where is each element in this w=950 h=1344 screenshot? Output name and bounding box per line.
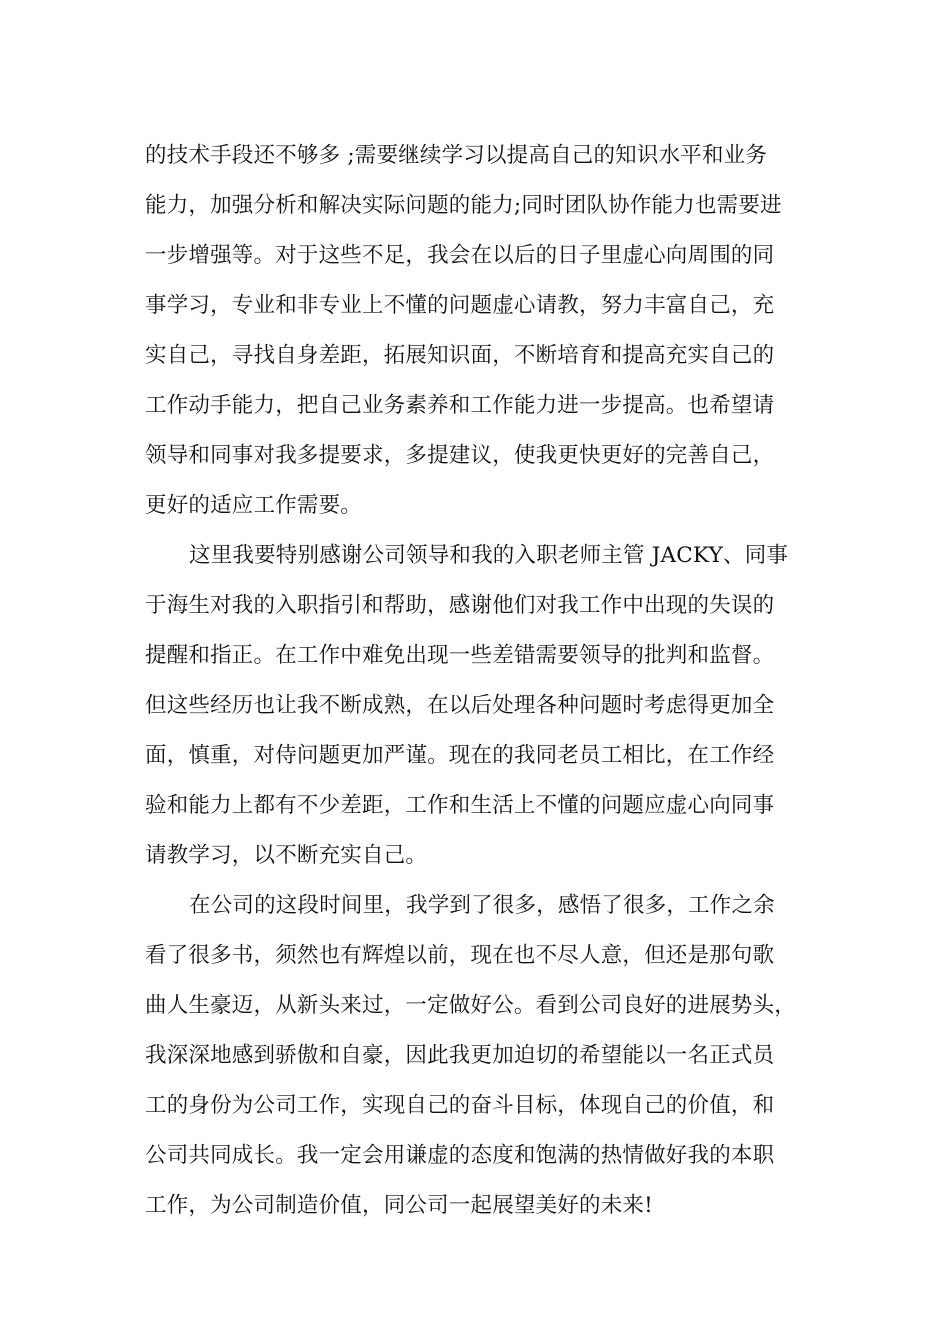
text-line: 实自己，寻找自身差距，拓展知识面，不断培育和提高充实自己的 xyxy=(145,343,775,368)
text-line: 曲人生豪迈，从新头来过，一定做好公。看到公司良好的进展势头， xyxy=(145,993,797,1018)
text-line: 验和能力上都有不少差距，工作和生活上不懂的问题应虚心向同事 xyxy=(145,793,775,818)
text-line: 能力，加强分析和解决实际问题的能力;同时团队协作能力也需要进 xyxy=(145,193,782,218)
text-line: 请教学习，以不断充实自己。 xyxy=(145,843,428,868)
paragraph-start-line: 在公司的这段时间里，我学到了很多，感悟了很多，工作之余 xyxy=(189,893,775,918)
text-line: 看了很多书，须然也有辉煌以前，现在也不尽人意，但还是那句歌 xyxy=(145,943,775,968)
text-line: 但这些经历也让我不断成熟，在以后处理各种问题时考虑得更加全 xyxy=(145,693,775,718)
text-line: 公司共同成长。我一定会用谦虚的态度和饱满的热情做好我的本职 xyxy=(145,1143,775,1168)
paragraph-start-line: 这里我要特别感谢公司领导和我的入职老师主管 JACKY、同事 xyxy=(189,543,789,568)
text-line: 工作，为公司制造价值，同公司一起展望美好的未来! xyxy=(145,1193,653,1218)
text-line: 更好的适应工作需要。 xyxy=(145,493,363,518)
text-line: 我深深地感到骄傲和自豪，因此我更加迫切的希望能以一名正式员 xyxy=(145,1043,775,1068)
text-line: 于海生对我的入职指引和帮助，感谢他们对我工作中出现的失误的 xyxy=(145,593,775,618)
document-body xyxy=(145,131,835,1231)
text-line: 领导和同事对我多提要求，多提建议，使我更快更好的完善自己， xyxy=(145,443,775,468)
text-line: 一步增强等。对于这些不足，我会在以后的日子里虚心向周围的同 xyxy=(145,243,775,268)
text-line: 事学习，专业和非专业上不懂的问题虚心请教，努力丰富自己，充 xyxy=(145,293,775,318)
text-line: 工作动手能力，把自己业务素养和工作能力进一步提高。也希望请 xyxy=(145,393,775,418)
text-line: 面，慎重，对侍问题更加严谨。现在的我同老员工相比，在工作经 xyxy=(145,743,775,768)
text-line: 工的身份为公司工作，实现自己的奋斗目标，体现自己的价值，和 xyxy=(145,1093,775,1118)
text-line: 的技术手段还不够多 ;需要继续学习以提高自己的知识水平和业务 xyxy=(145,143,768,168)
text-line: 提醒和指正。在工作中难免出现一些差错需要领导的批判和监督。 xyxy=(145,643,775,668)
